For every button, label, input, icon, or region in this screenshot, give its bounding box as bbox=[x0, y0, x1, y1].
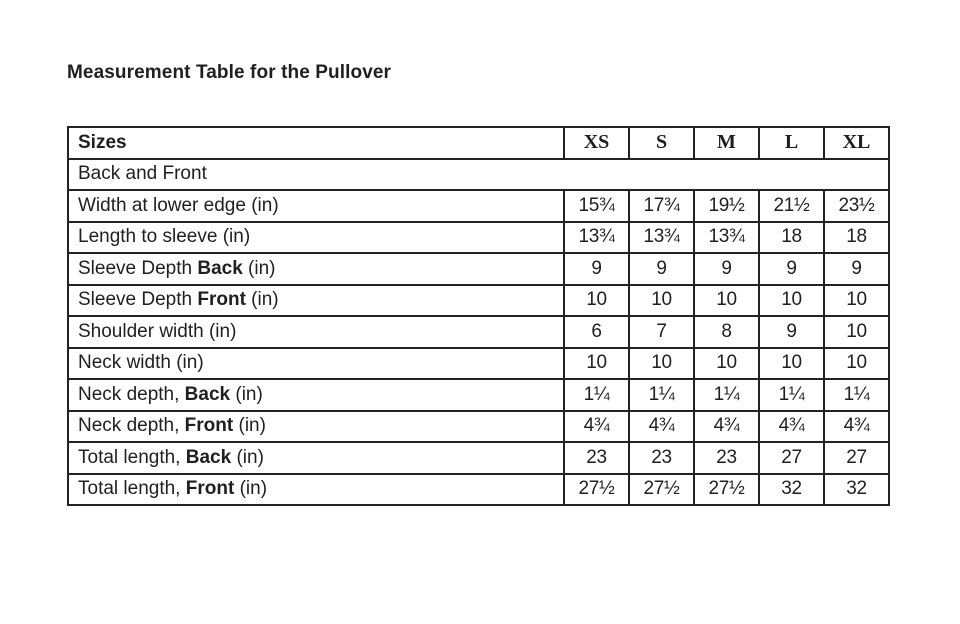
value-cell: 10 bbox=[759, 285, 824, 317]
table-row bbox=[68, 348, 889, 380]
value-cell: 10 bbox=[629, 348, 694, 380]
value-cell: 17¾ bbox=[629, 190, 694, 222]
row-label bbox=[68, 474, 564, 506]
value-cell: 27 bbox=[759, 442, 824, 474]
value-cell: 10 bbox=[564, 348, 629, 380]
value-cell: 19½ bbox=[694, 190, 759, 222]
section-row bbox=[68, 159, 889, 191]
value-cell: 4¾ bbox=[564, 411, 629, 443]
value-cell: 7 bbox=[629, 316, 694, 348]
value-cell: 32 bbox=[759, 474, 824, 506]
value-cell: 27½ bbox=[694, 474, 759, 506]
value-cell: 23 bbox=[629, 442, 694, 474]
row-label-unit: (in) bbox=[242, 257, 276, 279]
row-label-unit: (in) bbox=[231, 446, 264, 468]
value-cell: 10 bbox=[694, 285, 759, 317]
header-row bbox=[68, 127, 889, 159]
value-cell: 27 bbox=[824, 442, 889, 474]
row-label-emphasis: Front bbox=[185, 478, 235, 500]
value-cell: 1¼ bbox=[824, 379, 889, 411]
row-label-emphasis: Back bbox=[184, 383, 231, 405]
row-label-text: Sleeve Depth bbox=[78, 257, 198, 279]
value-cell: 15¾ bbox=[564, 190, 629, 222]
size-header-m: M bbox=[694, 127, 759, 159]
row-label-emphasis: Back bbox=[197, 257, 243, 279]
value-cell: 4¾ bbox=[824, 411, 889, 443]
value-cell: 9 bbox=[759, 316, 824, 348]
value-cell: 27½ bbox=[629, 474, 694, 506]
row-label-text: Shoulder width (in) bbox=[78, 320, 237, 342]
row-label bbox=[68, 222, 564, 254]
value-cell: 1¼ bbox=[629, 379, 694, 411]
measurement-table bbox=[67, 126, 890, 506]
value-cell: 10 bbox=[824, 348, 889, 380]
row-label-text: Length to sleeve (in) bbox=[78, 226, 251, 248]
value-cell: 9 bbox=[824, 253, 889, 285]
value-cell: 1¼ bbox=[759, 379, 824, 411]
value-cell: 13¾ bbox=[694, 222, 759, 254]
value-cell: 9 bbox=[759, 253, 824, 285]
size-header-xs: XS bbox=[564, 127, 629, 159]
value-cell: 6 bbox=[564, 316, 629, 348]
value-cell: 1¼ bbox=[694, 379, 759, 411]
row-label-unit: (in) bbox=[230, 383, 263, 405]
value-cell: 21½ bbox=[759, 190, 824, 222]
row-label bbox=[68, 348, 564, 380]
row-label-text: Width at lower edge (in) bbox=[78, 194, 279, 216]
row-label bbox=[68, 316, 564, 348]
row-label-text: Total length, bbox=[78, 478, 186, 500]
value-cell: 32 bbox=[824, 474, 889, 506]
table-row bbox=[68, 253, 889, 285]
row-label-text: Neck depth, bbox=[78, 383, 185, 405]
table-row bbox=[68, 474, 889, 506]
row-label bbox=[68, 442, 564, 474]
value-cell: 23 bbox=[564, 442, 629, 474]
value-cell: 23½ bbox=[824, 190, 889, 222]
value-cell: 10 bbox=[564, 285, 629, 317]
row-label-text: Total length, bbox=[78, 446, 186, 468]
row-label-text: Neck width (in) bbox=[78, 352, 204, 374]
value-cell: 27½ bbox=[564, 474, 629, 506]
row-label bbox=[68, 379, 564, 411]
table-row bbox=[68, 190, 889, 222]
value-cell: 10 bbox=[629, 285, 694, 317]
row-label-emphasis: Front bbox=[197, 289, 246, 311]
table-row bbox=[68, 379, 889, 411]
section-heading: Back and Front bbox=[68, 159, 889, 191]
row-label bbox=[68, 253, 564, 285]
row-label-emphasis: Front bbox=[184, 415, 234, 437]
value-cell: 4¾ bbox=[629, 411, 694, 443]
sizes-header: Sizes bbox=[68, 127, 564, 159]
size-header-l: L bbox=[759, 127, 824, 159]
value-cell: 10 bbox=[759, 348, 824, 380]
value-cell: 13¾ bbox=[629, 222, 694, 254]
value-cell: 13¾ bbox=[564, 222, 629, 254]
row-label-unit: (in) bbox=[245, 289, 279, 311]
value-cell: 23 bbox=[694, 442, 759, 474]
row-label-unit: (in) bbox=[233, 415, 266, 437]
size-header-s: S bbox=[629, 127, 694, 159]
value-cell: 1¼ bbox=[564, 379, 629, 411]
row-label-unit: (in) bbox=[234, 478, 268, 500]
row-label-emphasis: Back bbox=[185, 446, 232, 468]
value-cell: 9 bbox=[629, 253, 694, 285]
value-cell: 18 bbox=[824, 222, 889, 254]
value-cell: 10 bbox=[824, 285, 889, 317]
value-cell: 4¾ bbox=[694, 411, 759, 443]
value-cell: 9 bbox=[564, 253, 629, 285]
size-header-xl: XL bbox=[824, 127, 889, 159]
row-label-text: Sleeve Depth bbox=[78, 289, 198, 311]
table-row bbox=[68, 411, 889, 443]
table-row bbox=[68, 316, 889, 348]
value-cell: 4¾ bbox=[759, 411, 824, 443]
value-cell: 10 bbox=[694, 348, 759, 380]
value-cell: 10 bbox=[824, 316, 889, 348]
row-label bbox=[68, 285, 564, 317]
table-row bbox=[68, 285, 889, 317]
page-title: Measurement Table for the Pullover bbox=[67, 62, 392, 83]
row-label bbox=[68, 411, 564, 443]
value-cell: 9 bbox=[694, 253, 759, 285]
table-row bbox=[68, 442, 889, 474]
value-cell: 18 bbox=[759, 222, 824, 254]
row-label-text: Neck depth, bbox=[78, 415, 185, 437]
value-cell: 8 bbox=[694, 316, 759, 348]
row-label bbox=[68, 190, 564, 222]
table-row bbox=[68, 222, 889, 254]
